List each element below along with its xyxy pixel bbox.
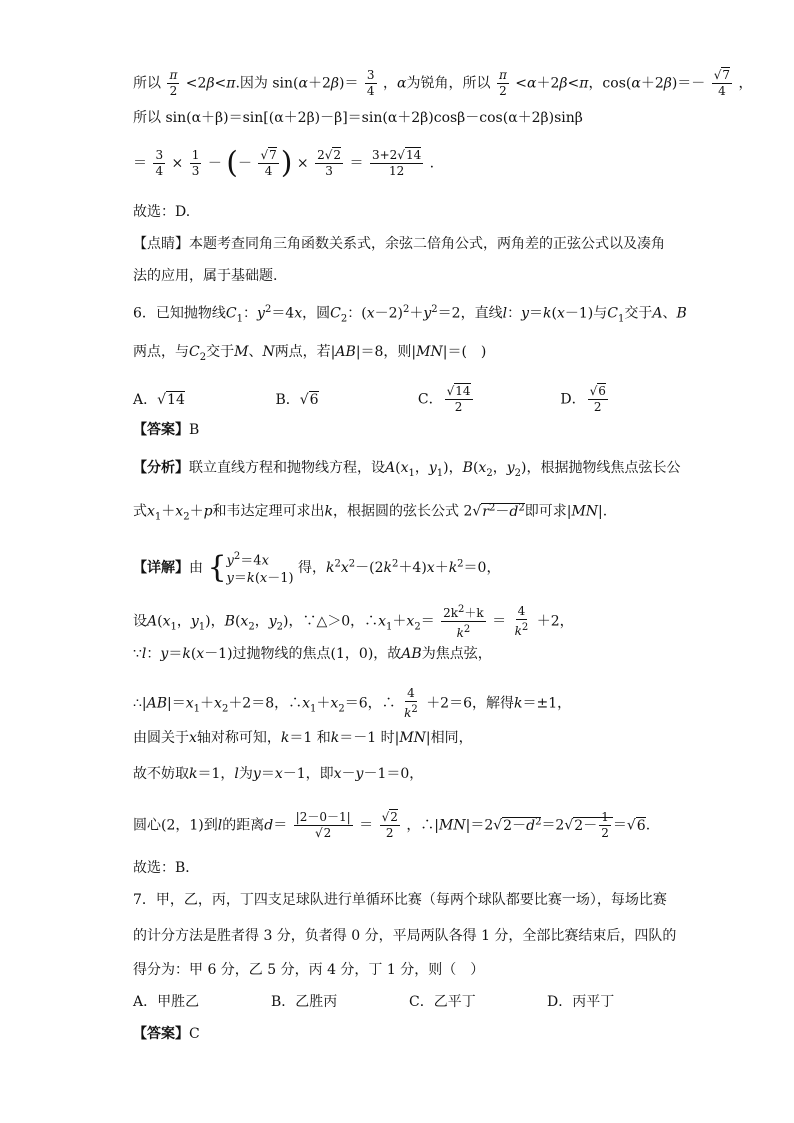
line-2: 所以 sin(α＋β)＝sin[(α＋2β)－β]＝sin(α＋2β)cosβ－cos(α＋2β)sinβ: [133, 110, 583, 126]
analysis-line-2: 式$x_1+x_2+p$和韦达定理可求出k，根据圆的弦长公式 $2√r^2-d^2$即可求|MN|.: [133, 502, 608, 523]
analysis-line-1: 【分析】联立直线方程和抛物线方程，设$A(x_1$，$y_1$)，$B(x_2$，$y_2$)，根据抛物线焦点弦长公: [133, 460, 681, 479]
fraction-4-over-k2: $\frac{4}{k^2}$: [514, 604, 529, 638]
q6-line-1: 6．已知抛物线$C_1$：$y^2=4x$，圆$C_2$：$(x-2)^2+y^2=2$，直线l：y＝k(x－1)与$C_1$交于A、B: [133, 304, 687, 325]
fraction-sqrt7-over-4: $\frac{√7}{4}$: [713, 68, 731, 98]
fraction-distance: $\frac{|2-0-1|}{√2}$: [295, 810, 351, 840]
q7-line-1: 7．甲，乙，丙，丁四支足球队进行单循环比赛（每两个球队都要比赛一场），每场比赛: [133, 892, 667, 908]
fraction-2sqrt2-over-3: $\frac{2√2}{3}$: [317, 148, 342, 178]
line-6: 法的应用，属于基础题.: [133, 268, 278, 284]
q7-option-d: D．丙平丁: [547, 994, 615, 1010]
fraction-4-over-k2b: $\frac{4}{k^2}$: [404, 686, 418, 720]
equation-system: $y^2=4x$ y＝k(x－1): [226, 551, 294, 587]
fraction-3-over-4c: $\frac{3}{4}$: [155, 148, 164, 178]
detail-line-8: 故选：B．: [133, 860, 200, 876]
detail-line-6: 故不妨取k＝1，l为y＝x－1，即x－y－1＝0，: [133, 766, 424, 782]
q6-option-d: D． $\frac{√6}{2}$: [560, 384, 606, 414]
line-4: 故选：D.: [133, 204, 191, 220]
fraction-sqrt2-over-2: $\frac{√2}{2}$: [381, 810, 398, 840]
q6-line-2: 两点，与$C_2$交于M、N两点，若|AB|＝8，则|MN|＝( ): [133, 344, 487, 363]
detail-line-2: 设$A(x_1$，$y_1$)，$B(x_2$，$y_2$)，∵△＞0，$\therefore x_1+x_2=$ $\frac{2k^2+k}{k^2}$ ＝ $\frac{4}{k^2}$ ＋2，: [133, 604, 574, 640]
detail-line-5: 由圆关于x轴对称可知，k＝1 和k＝－1 时|MN|相同，: [133, 730, 473, 746]
q6-option-c: C． $\frac{√14}{2}$: [417, 384, 471, 414]
fraction-3-over-4: $\frac{3}{4}$: [366, 68, 375, 98]
fraction-result: $\frac{3+2√14}{12}$: [371, 148, 422, 178]
q6-option-a: A．√14: [133, 391, 185, 408]
line-5: 【点睛】本题考查同角三角函数关系式，余弦二倍角公式，两角差的正弦公式以及凑角: [133, 236, 665, 252]
q6-option-b: B．√6: [275, 391, 319, 408]
q7-option-a: A．甲胜乙: [133, 994, 200, 1010]
q7-line-3: 得分为：甲 6 分，乙 5 分，丙 4 分，丁 1 分，则（ ）: [133, 962, 485, 978]
q6-answer: 【答案】B: [133, 422, 200, 438]
fraction-1-over-3: $\frac{1}{3}$: [191, 148, 200, 178]
fraction-sum: $\frac{2k^2+k}{k^2}$: [443, 604, 484, 640]
fraction-sqrt7-over-4b: $\frac{√7}{4}$: [260, 148, 277, 178]
detail-line-4: $\therefore|AB|=x_1+x_2+2=8$，$\therefore x_1+x_2=6$，∴ $\frac{4}{k^2}$ ＋2＝6，解得k＝±1，: [133, 686, 572, 720]
q7-answer: 【答案】C: [133, 1026, 200, 1042]
detail-line-1: 【详解】由 { $y^2=4x$ y＝k(x－1) 得，$k^2x^2-(2k^2+4)x+k^2=0$，: [133, 548, 500, 588]
q7-option-c: C．乙平丁: [409, 994, 476, 1010]
q7-option-b: B．乙胜丙: [271, 994, 338, 1010]
line-3: ＝ $\frac{3}{4}$ × $\frac{1}{3}$ － (－ $\frac{√7}{4}$ ) × $\frac{2√2}{3}$ ＝ $\frac{3+2√14}{12}$ .: [133, 145, 435, 181]
line-1: 所以 $\frac{\pi}{2}$ <2β<π.因为 sin(α＋2β)＝ $\frac{3}{4}$ ，α为锐角，所以 $\frac{\pi}{2}$ <α＋2β<π，cos(α＋2β)＝－ $\frac{√7}{4}$ ，: [133, 68, 753, 98]
q7-line-2: 的计分方法是胜者得 3 分，负者得 0 分，平局两队各得 1 分，全部比赛结束后，四队的: [133, 928, 677, 944]
fraction-pi-over-2b: $\frac{\pi}{2}$: [498, 68, 507, 98]
detail-line-3: ∵l：y＝k(x－1)过抛物线的焦点(1，0)，故AB为焦点弦，: [133, 646, 492, 662]
fraction-pi-over-2: $\frac{\pi}{2}$: [169, 68, 178, 98]
q6-options: [133, 384, 698, 415]
q7-options: [133, 992, 685, 1012]
detail-line-7: 圆心(2，1)到l的距离d＝ $\frac{|2-0-1|}{√2}$ ＝ $\frac{√2}{2}$ ，$\therefore|MN|=2√2-d^2=2√2-$ $\frac{1}{2}$ ＝√6.: [133, 810, 651, 840]
